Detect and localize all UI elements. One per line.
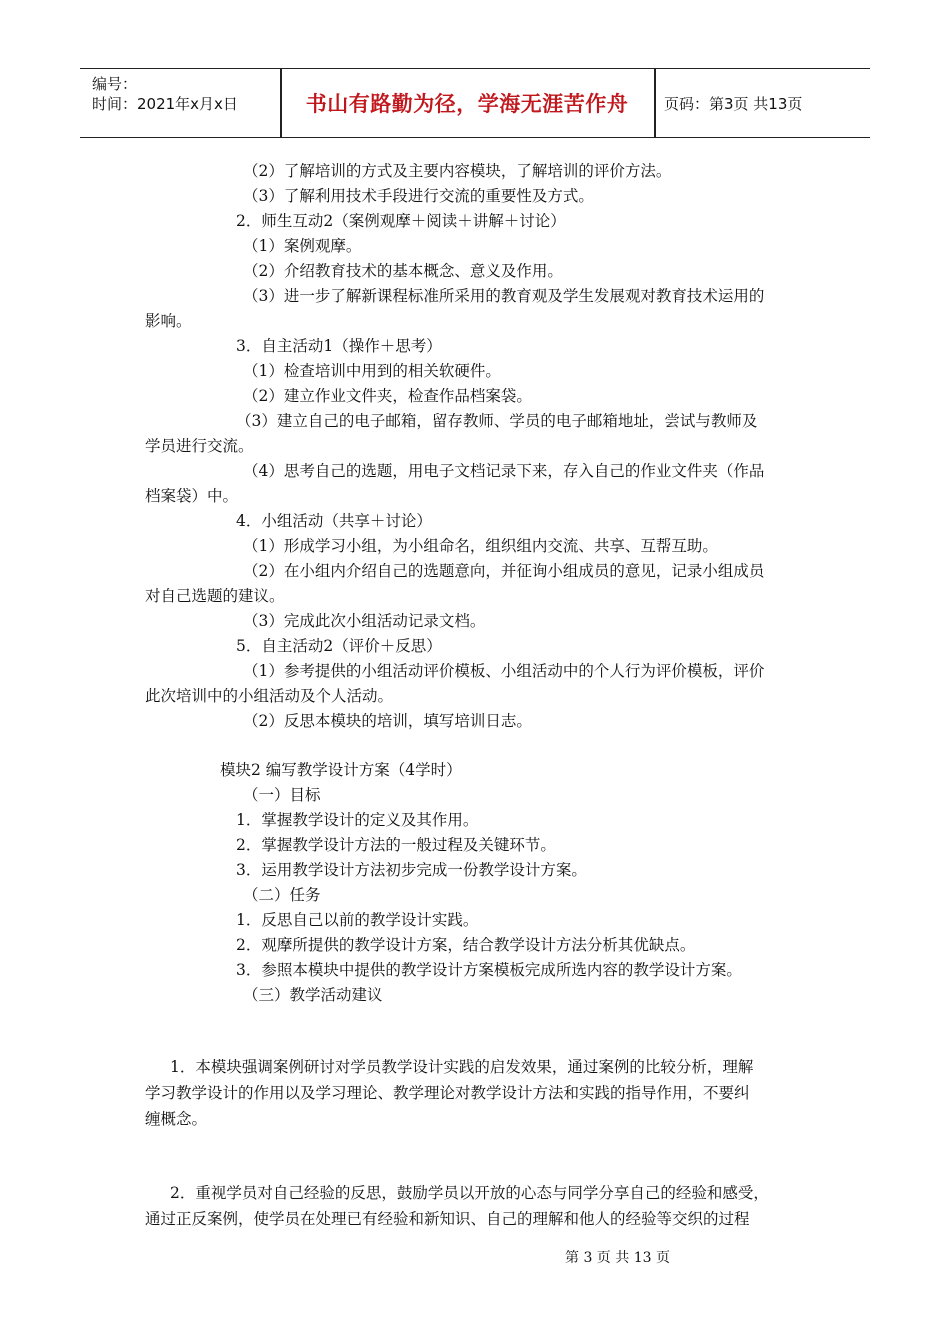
text-line: 1．本模块强调案例研讨对学员教学设计实践的启发效果，通过案例的比较分析，理解 xyxy=(170,1058,754,1076)
text-line: 3．运用教学设计方法初步完成一份教学设计方案。 xyxy=(236,861,587,879)
text-line: （2）反思本模块的培训，填写培训日志。 xyxy=(243,712,532,730)
text-line: （1）参考提供的小组活动评价模板、小组活动中的个人行为评价模板，评价 xyxy=(243,662,765,680)
text-line: 此次培训中的小组活动及个人活动。 xyxy=(145,687,394,705)
page-footer: 第 3 页 共 13 页 xyxy=(565,1250,670,1266)
text-line: 1．掌握教学设计的定义及其作用。 xyxy=(236,811,479,829)
text-line: 1．反思自己以前的教学设计实践。 xyxy=(236,911,479,929)
text-line: （三）教学活动建议 xyxy=(243,986,383,1004)
page-header xyxy=(80,68,870,138)
text-line: （2）建立作业文件夹，检查作品档案袋。 xyxy=(243,387,532,405)
header-divider xyxy=(654,69,656,137)
text-line: （3）了解利用技术手段进行交流的重要性及方式。 xyxy=(243,187,594,205)
text-line: 3．自主活动1（操作＋思考） xyxy=(236,337,442,355)
text-line: 3．参照本模块中提供的教学设计方案模板完成所选内容的教学设计方案。 xyxy=(236,961,742,979)
text-line: （1）形成学习小组，为小组命名，组织组内交流、共享、互帮互助。 xyxy=(243,537,718,555)
header-page-info: 页码：第3页 共13页 xyxy=(664,94,803,113)
date-label: 时间：2021年x月x日 xyxy=(92,95,238,113)
text-line: （1）案例观摩。 xyxy=(243,237,362,255)
header-meta-cell xyxy=(80,69,280,137)
section-heading: 模块2 编写教学设计方案（4学时） xyxy=(220,761,462,779)
text-line: 缠概念。 xyxy=(145,1110,208,1128)
text-line: （2）在小组内介绍自己的选题意向，并征询小组成员的意见，记录小组成员 xyxy=(243,562,765,580)
text-line: 5．自主活动2（评价＋反思） xyxy=(236,637,442,655)
text-line: 2．重视学员对自己经验的反思，鼓励学员以开放的心态与同学分享自己的经验和感受， xyxy=(170,1184,769,1202)
text-line: 2．师生互动2（案例观摩＋阅读＋讲解＋讨论） xyxy=(236,212,566,230)
text-line: 学员进行交流。 xyxy=(145,437,254,455)
text-line: （3）完成此次小组活动记录文档。 xyxy=(243,612,486,630)
text-line: （2）介绍教育技术的基本概念、意义及作用。 xyxy=(243,262,563,280)
text-line: 对自己选题的建议。 xyxy=(145,587,285,605)
text-line: （一）目标 xyxy=(243,786,321,804)
text-line: 2．观摩所提供的教学设计方案，结合教学设计方法分析其优缺点。 xyxy=(236,936,696,954)
text-line: （二）任务 xyxy=(243,886,321,904)
text-line: （3）进一步了解新课程标准所采用的教育观及学生发展观对教育技术运用的 xyxy=(243,287,765,305)
number-label: 编号： xyxy=(92,75,138,93)
text-line: 学习教学设计的作用以及学习理论、教学理论对教学设计方法和实践的指导作用，不要纠 xyxy=(145,1084,750,1102)
text-line: 4．小组活动（共享＋讨论） xyxy=(236,512,432,530)
text-line: 档案袋）中。 xyxy=(145,487,239,505)
text-line: （4）思考自己的选题，用电子文档记录下来，存入自己的作业文件夹（作品 xyxy=(243,462,765,480)
header-motto: 书山有路勤为径，学海无涯苦作舟 xyxy=(305,92,629,116)
text-line: 通过正反案例，使学员在处理已有经验和新知识、自己的理解和他人的经验等交织的过程 xyxy=(145,1210,750,1228)
text-line: 2．掌握教学设计方法的一般过程及关键环节。 xyxy=(236,836,556,854)
text-line: 影响。 xyxy=(145,312,192,330)
text-line: （2）了解培训的方式及主要内容模块，了解培训的评价方法。 xyxy=(243,162,672,180)
text-line: （3）建立自己的电子邮箱，留存教师、学员的电子邮箱地址，尝试与教师及 xyxy=(236,412,758,430)
text-line: （1）检查培训中用到的相关软硬件。 xyxy=(243,362,501,380)
